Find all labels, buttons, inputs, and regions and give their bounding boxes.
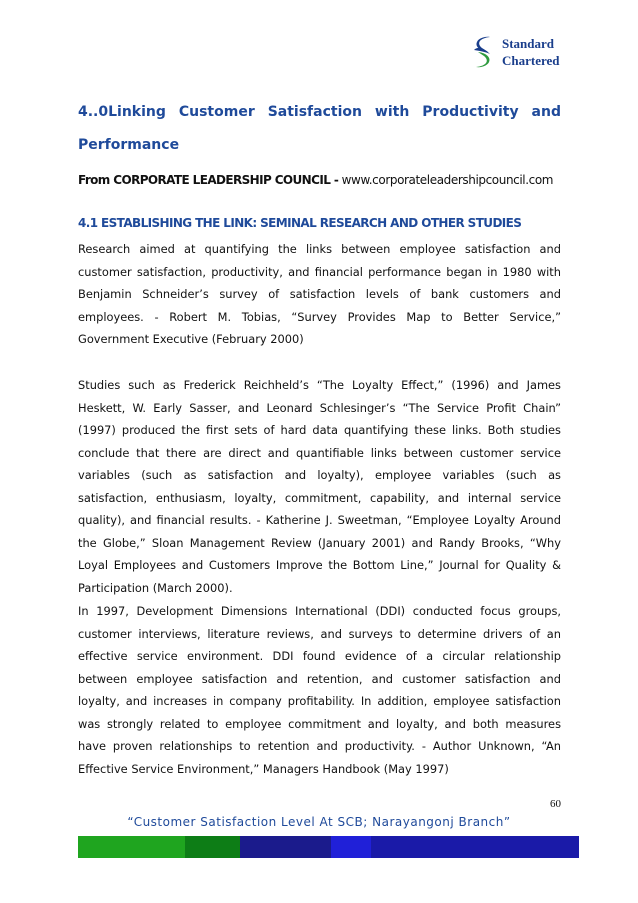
color-bar-segment xyxy=(185,836,240,858)
logo-text-line2: Chartered xyxy=(502,53,560,68)
body-paragraph: Studies such as Frederick Reichheld’s “The Loyalty Effect,” (1996) and James Heskett, W. Early Sasser, and Leonard Schlesinger’s “The Service Profit Chain” (1997) produced the first sets of hard data quantifying these links. Both studies conclude that there are direct and quantifiable links between customer service variables (such as satisfaction and loyalty), employee variables (such as satisfaction, enthusiasm, loyalty, commitment, capability, and internal service quality), and financial results. - Katherine J. Sweetman, “Employee Loyalty Around the Globe,” Sloan Management Review (January 2001) and Randy Brooks, “Why Loyal Employees and Customers Improve the Bottom Line,” Journal for Quality & Participation (March 2000). xyxy=(78,378,561,595)
color-bar-segment xyxy=(78,836,185,858)
logo-text-line1: Standard xyxy=(502,36,555,51)
page-number: 60 xyxy=(550,798,561,810)
source-line xyxy=(78,173,553,187)
color-bar-segment xyxy=(331,836,371,858)
body-paragraph: Research aimed at quantifying the links between employee satisfaction and customer satisfaction, productivity, and financial performance began in 1980 with Benjamin Schneider’s survey of satisfaction levels of bank customers and employees. - Robert M. Tobias, “Survey Provides Map to Better Service,” Government Executive (February 2000) xyxy=(78,242,561,346)
heading-word: 4..0Linking xyxy=(78,104,166,120)
footer-title: “Customer Satisfaction Level At SCB; Narayangonj Branch” xyxy=(127,815,511,829)
color-bar-segment xyxy=(371,836,579,858)
footer-color-bar xyxy=(78,836,579,858)
source-label: From CORPORATE LEADERSHIP COUNCIL - xyxy=(78,173,339,187)
heading-word: Productivity xyxy=(422,104,519,120)
standard-chartered-icon xyxy=(468,34,498,70)
standard-chartered-logo xyxy=(468,34,560,70)
chapter-heading xyxy=(78,96,561,162)
section-title: 4.1 ESTABLISHING THE LINK: SEMINAL RESEARCH AND OTHER STUDIES xyxy=(78,216,522,230)
heading-word: with xyxy=(374,104,410,120)
color-bar-segment xyxy=(240,836,331,858)
heading-word: Satisfaction xyxy=(267,104,362,120)
heading-word: Customer xyxy=(178,104,255,120)
source-url: www.corporateleadershipcouncil.com xyxy=(341,173,554,187)
heading-word: and xyxy=(531,104,561,120)
body-paragraph: In 1997, Development Dimensions International (DDI) conducted focus groups, customer interviews, literature reviews, and surveys to determine drivers of an effective service environment. DDI found evidence of a circular relationship between employee satisfaction and retention, and customer satisfaction and loyalty, and increases in company profitability. In addition, employee satisfaction was strongly related to employee commitment and loyalty, and both measures have proven relationships to retention and productivity. - Author Unknown, “An Effective Service Environment,” Managers Handbook (May 1997) xyxy=(78,604,561,776)
heading-line2: Performance xyxy=(78,137,180,153)
